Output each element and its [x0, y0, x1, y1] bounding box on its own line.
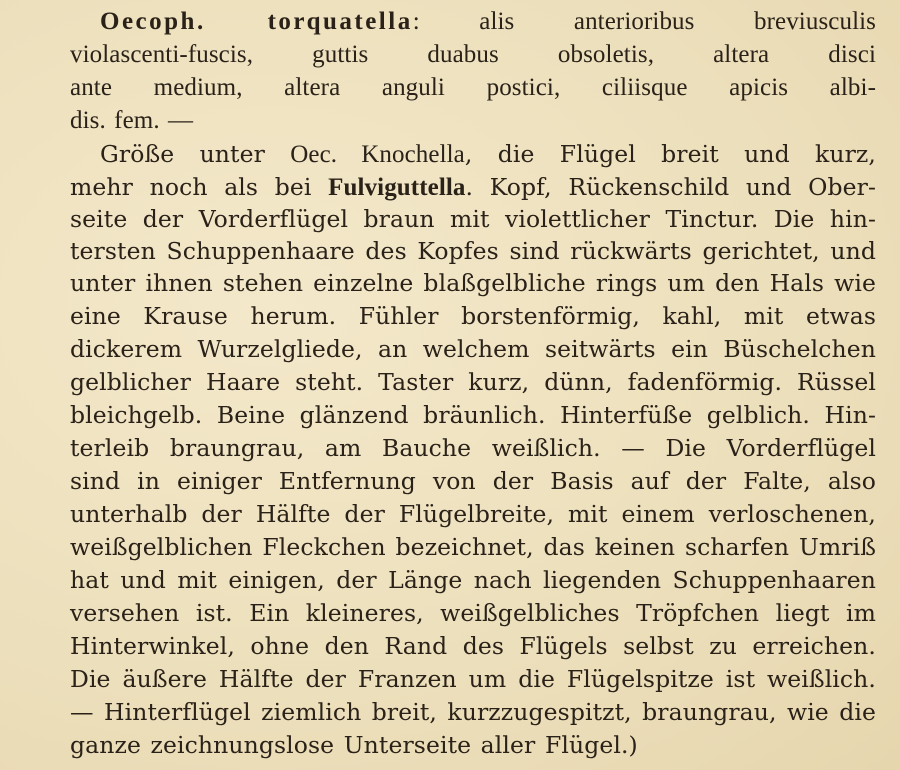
german-line-19: ganze zeichnungslose Unterseite aller Flügel.) — [70, 731, 638, 759]
german-line-2 — [70, 171, 876, 203]
german-line-1-c: , die Flügel breit und kurz, — [464, 140, 876, 168]
latin-line-1 — [100, 6, 876, 38]
german-line-13: weißgelblichen Fleckchen bezeichnet, das keinen scharfen Umriß — [70, 533, 876, 561]
german-line-8: gelblicher Haare steht. Taster kurz, dünn, fadenförmig. Rüssel — [70, 368, 876, 396]
latin-line-1-rest: : alis anterioribus breviusculis — [412, 8, 876, 35]
german-line-2-a: mehr noch als bei — [70, 173, 329, 201]
german-line-17: Die äußere Hälfte der Franzen um die Flügelspitze ist weißlich. — [70, 665, 876, 693]
german-line-18: — Hinterflügel ziemlich breit, kurzzugespitzt, braungrau, wie die — [70, 698, 876, 726]
species-ref-fulviguttella: Fulviguttella — [328, 174, 466, 201]
german-line-1-a: Größe unter — [100, 140, 291, 168]
german-line-12: unterhalb der Hälfte der Flügelbreite, mit einem verloschenen, — [70, 500, 876, 528]
german-line-3: seite der Vorderflügel braun mit violettlicher Tinctur. Die hin- — [70, 205, 876, 233]
german-line-15: versehen ist. Ein kleineres, weißgelbliches Tröpfchen liegt im — [70, 599, 876, 627]
german-line-5: unter ihnen stehen einzelne blaßgelbliche rings um den Hals wie — [70, 269, 876, 297]
german-line-11: sind in einiger Entfernung von der Basis auf der Falte, also — [70, 467, 876, 495]
german-line-7: dickerem Wurzelgliede, an welchem seitwärts ein Büschelchen — [70, 335, 876, 363]
german-line-4: tersten Schuppenhaare des Kopfes sind rückwärts gerichtet, und — [70, 237, 876, 265]
latin-line-2: violascenti-fuscis, guttis duabus obsoletis, altera disci — [70, 41, 876, 68]
german-line-1 — [100, 138, 876, 170]
latin-line-3: ante medium, altera anguli postici, ciliisque apicis albi- — [70, 74, 876, 101]
german-line-9: bleichgelb. Beine glänzend bräunlich. Hinterfüße gelblich. Hin- — [70, 401, 876, 429]
species-ref-knochella: Oec. Knochella — [290, 141, 465, 168]
german-line-6: eine Krause herum. Fühler borstenförmig, kahl, mit etwas — [70, 302, 876, 330]
german-line-14: hat und mit einigen, der Länge nach liegenden Schuppenhaaren — [70, 566, 876, 594]
german-line-2-c: . Kopf, Rückenschild und Ober- — [465, 173, 876, 201]
german-line-16: Hinterwinkel, ohne den Rand des Flügels selbst zu erreichen. — [70, 632, 876, 660]
species-name: Oecoph. torquatella — [100, 8, 413, 35]
german-line-10: terleib braungrau, am Bauche weißlich. — Die Vorderflügel — [70, 434, 876, 462]
latin-line-4: dis. fem. — — [70, 107, 194, 134]
